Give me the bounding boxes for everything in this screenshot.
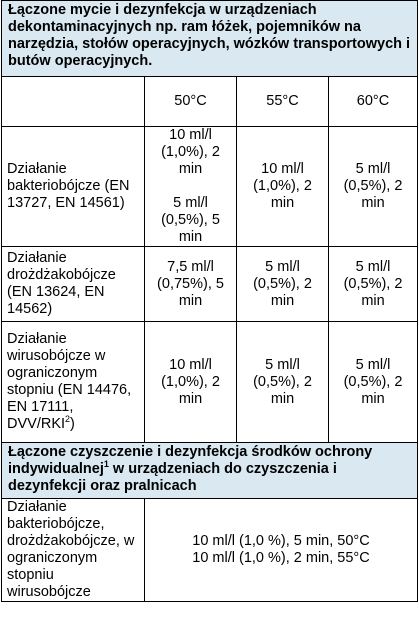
row-label-virucidal-text: Działanie wirusobójcze w ograniczonym stopniu (EN 14476, EN 17111, DVV/RKI — [7, 331, 132, 432]
section2-title — [2, 443, 418, 499]
row-label-ppe: Działanie bakteriobójcze, drożdżakobójcze, w ograniczonym stopniu wirusobójcze — [2, 499, 145, 602]
footnote-1-marker: 1 — [103, 459, 109, 470]
temp-55-header: 55°C — [237, 77, 329, 127]
section1-title: Łączone mycie i dezynfekcja w urządzeniach dekontaminacyjnych np. ram łóżek, pojemników na narzędzia, stołów operacyjnych, wózków transportowych i butów operacyjnych. — [2, 1, 418, 77]
value-ppe — [145, 499, 418, 602]
section1-header-row — [2, 1, 418, 77]
empty-corner-cell — [2, 77, 145, 127]
value-50-bactericidal-b: 5 ml/l (0,5%), 5 min — [161, 195, 220, 245]
value-55-bactericidal: 10 ml/l (1,0%), 2 min — [237, 127, 329, 247]
value-60-yeasticidal: 5 ml/l (0,5%), 2 min — [329, 247, 418, 322]
temperature-header-row — [2, 77, 418, 127]
row-label-yeasticidal: Działanie drożdżakobójcze (EN 13624, EN 14562) — [2, 247, 145, 322]
value-55-virucidal: 5 ml/l (0,5%), 2 min — [237, 322, 329, 443]
row-label-virucidal-end: ) — [70, 416, 75, 432]
row-label-virucidal — [2, 322, 145, 443]
value-ppe-line1: 10 ml/l (1,0 %), 5 min, 50°C — [192, 533, 370, 549]
value-50-virucidal: 10 ml/l (1,0%), 2 min — [145, 322, 237, 443]
value-50-bactericidal — [145, 127, 237, 247]
value-55-yeasticidal: 5 ml/l (0,5%), 2 min — [237, 247, 329, 322]
table-row — [2, 247, 418, 322]
value-ppe-line2: 10 ml/l (1,0 %), 2 min, 55°C — [192, 550, 370, 566]
table-row — [2, 127, 418, 247]
section2-title-a: Łączone czyszczenie i dezynfekcja środków ochrony indywidualnej — [8, 444, 373, 477]
section2-title-b: w urządzeniach do czyszczenia i dezynfekcji oraz pralnicach — [8, 461, 337, 494]
table-row — [2, 499, 418, 602]
value-60-virucidal: 5 ml/l (0,5%), 2 min — [329, 322, 418, 443]
value-50-yeasticidal: 7,5 ml/l (0,75%), 5 min — [145, 247, 237, 322]
footnote-2-marker: 2 — [65, 414, 71, 425]
disinfection-table — [1, 0, 418, 602]
temp-60-header: 60°C — [329, 77, 418, 127]
temp-50-header: 50°C — [145, 77, 237, 127]
value-50-bactericidal-a: 10 ml/l (1,0%), 2 min — [161, 127, 220, 177]
section2-header-row — [2, 443, 418, 499]
value-60-bactericidal: 5 ml/l (0,5%), 2 min — [329, 127, 418, 247]
table-row — [2, 322, 418, 443]
row-label-bactericidal: Działanie bakteriobójcze (EN 13727, EN 14561) — [2, 127, 145, 247]
